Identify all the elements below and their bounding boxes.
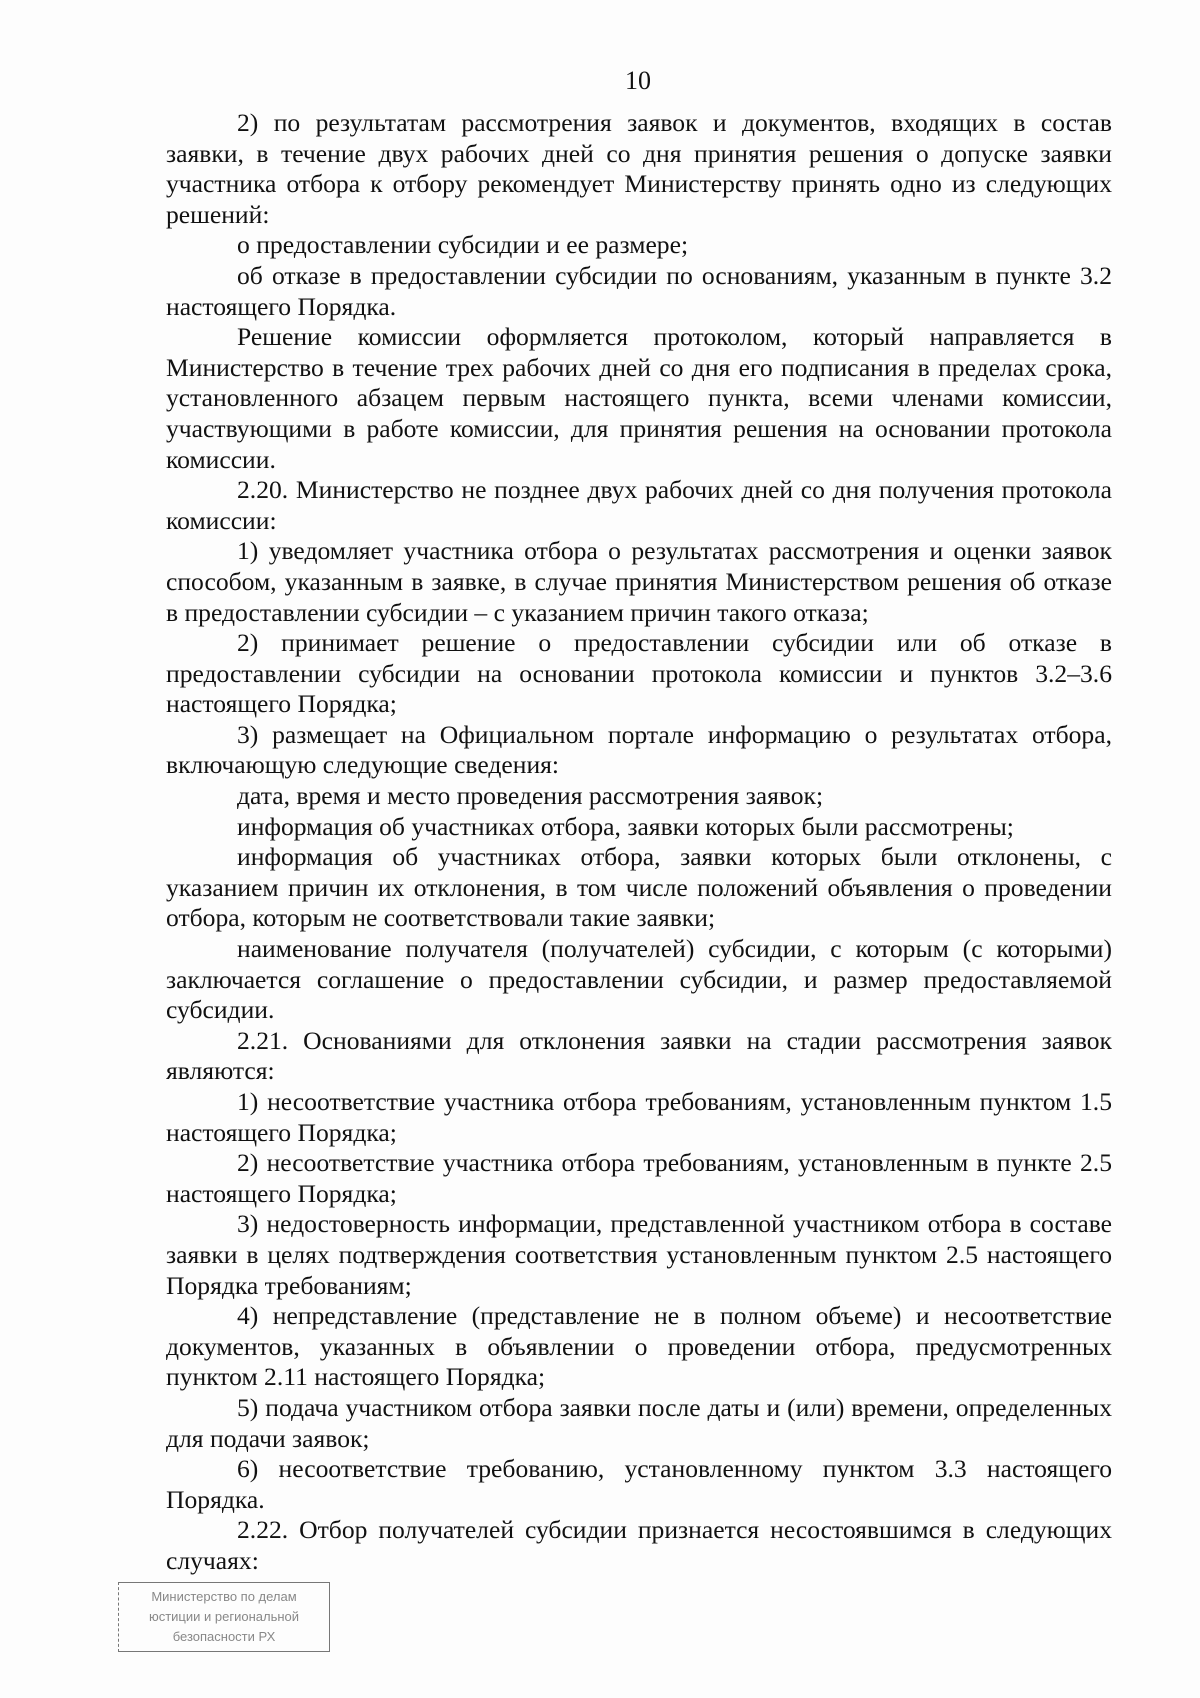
paragraph: о предоставлении субсидии и ее размере;	[237, 230, 689, 260]
paragraph: 3) недостоверность информации, представленной участником отбора в составе заявки в целях подтверждения соответствия установленным пунктом 2.5 настоящего Порядка требованиям;	[166, 1209, 1112, 1300]
paragraph: 6) несоответствие требованию, установленному пунктом 3.3 настоящего Порядка.	[166, 1454, 1112, 1514]
paragraph: информация об участниках отбора, заявки которых были отклонены, с указанием причин их отклонения, в том числе положений объявления о проведении отбора, которым не соответствовали такие заявки;	[166, 842, 1112, 933]
paragraph: наименование получателя (получателей) субсидии, с которым (с которыми) заключается соглашение о предоставлении субсидии, и размер предоставляемой субсидии.	[166, 934, 1112, 1025]
paragraph: 2) несоответствие участника отбора требованиям, установленным в пункте 2.5 настоящего Порядка;	[166, 1148, 1112, 1208]
paragraph: дата, время и место проведения рассмотрения заявок;	[237, 781, 824, 811]
stamp-line: Министерство по делам	[151, 1589, 297, 1604]
paragraph: 2) принимает решение о предоставлении субсидии или об отказе в предоставлении субсидии на основании протокола комиссии и пунктов 3.2–3.6 настоящего Порядка;	[166, 628, 1112, 719]
paragraph: 3) размещает на Официальном портале информацию о результатах отбора, включающую следующие сведения:	[166, 719, 1112, 780]
paragraph: 1) уведомляет участника отбора о результатах рассмотрения и оценки заявок способом, указанным в заявке, в случае принятия Министерством решения об отказе в предоставлении субсидии – с указанием причин такого отказа;	[166, 536, 1112, 627]
page-number: 10	[625, 66, 651, 95]
paragraph: 1) несоответствие участника отбора требованиям, установленным пунктом 1.5 настоящего Порядка;	[166, 1087, 1112, 1147]
paragraph: информация об участниках отбора, заявки которых были рассмотрены;	[237, 811, 1014, 841]
paragraph: 2) по результатам рассмотрения заявок и документов, входящих в состав заявки, в течение двух рабочих дней со дня принятия решения о допуске заявки участника отбора к отбору рекомендует Министерству принять одно из следующих решений:	[166, 108, 1112, 229]
paragraph: 4) непредставление (представление не в полном объеме) и несоответствие документов, указанных в объявлении о проведении отбора, предусмотренных пунктом 2.11 настоящего Порядка;	[166, 1301, 1112, 1392]
stamp-line: безопасности РХ	[172, 1629, 276, 1644]
paragraph: 2.22. Отбор получателей субсидии признается несостоявшимся в следующих случаях:	[166, 1515, 1112, 1575]
stamp-line: юстиции и региональной	[148, 1609, 300, 1624]
paragraph: 5) подача участником отбора заявки после даты и (или) времени, определенных для подачи заявок;	[166, 1392, 1112, 1453]
paragraph: 2.20. Министерство не позднее двух рабочих дней со дня получения протокола комиссии:	[166, 475, 1112, 535]
paragraph: 2.21. Основаниями для отклонения заявки на стадии рассмотрения заявок являются:	[166, 1025, 1112, 1086]
paragraph: Решение комиссии оформляется протоколом, который направляется в Министерство в течение трех рабочих дней со дня его подписания в пределах срока, установленного абзацем первым настоящего пункта, всеми членами комиссии, участвующими в работе комиссии, для принятия решения на основании протокола комиссии.	[166, 322, 1112, 474]
registration-stamp	[118, 1582, 330, 1652]
paragraph: об отказе в предоставлении субсидии по основаниям, указанным в пункте 3.2 настоящего Порядка.	[166, 260, 1112, 321]
document-body	[166, 108, 1112, 1577]
